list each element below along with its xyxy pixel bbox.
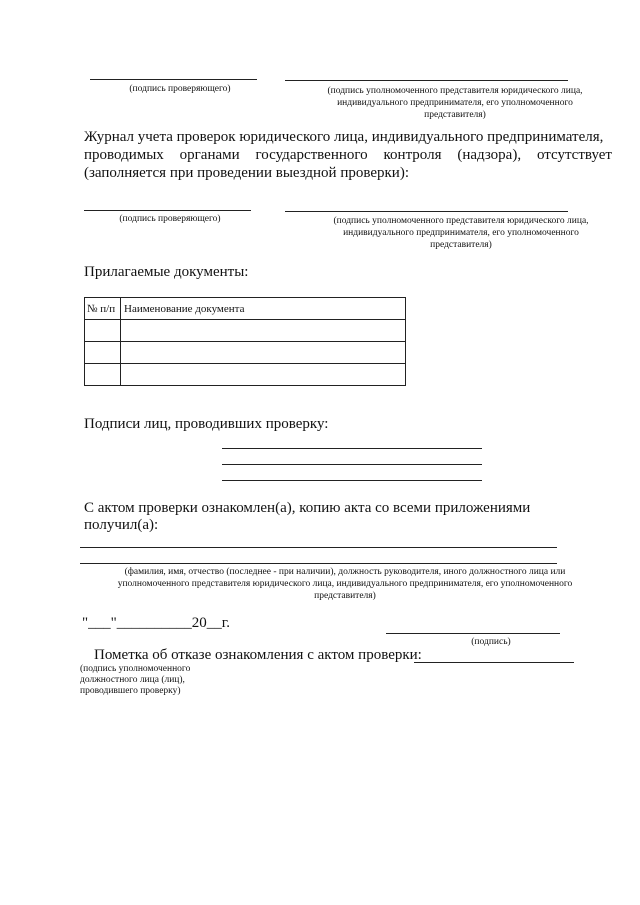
representative-caption-1-line3: представителя) [424, 110, 486, 120]
representative-caption-2-line3: представителя) [430, 240, 492, 250]
refusal-caption-line1: (подпись уполномоченного [80, 664, 191, 674]
representative-caption-1-line1: (подпись уполномоченного представителя юридического лица, [327, 86, 583, 96]
journal-paragraph [84, 128, 612, 182]
inspector-signature-line-c[interactable] [222, 480, 482, 481]
journal-word: органами [179, 147, 240, 163]
table-cell-document-name[interactable] [121, 342, 406, 364]
signature-line[interactable] [386, 633, 560, 634]
acquaintance-line-1: С актом проверки ознакомлен(а), копию акта со всеми приложениями [84, 500, 531, 516]
table-cell-document-name[interactable] [121, 320, 406, 342]
journal-word: государственного [255, 147, 368, 163]
table-row [85, 342, 406, 364]
journal-word: контроля [383, 147, 442, 163]
representative-caption-2-line2: индивидуального предпринимателя, его уполномоченного [343, 228, 579, 238]
inspector-signature-caption-2: (подпись проверяющего) [119, 214, 221, 224]
inspector-signature-line-b[interactable] [222, 464, 482, 465]
refusal-caption-line2: должностного лица (лиц), [80, 675, 185, 685]
representative-signature-line-1[interactable] [285, 80, 568, 81]
table-cell-number[interactable] [85, 364, 121, 386]
acquaintance-line-2: получил(а): [84, 517, 159, 533]
table-cell-number[interactable] [85, 342, 121, 364]
refusal-caption-line3: проводившего проверку) [80, 686, 181, 696]
attached-docs-heading: Прилагаемые документы: [84, 264, 249, 280]
column-header-number: № п/п [85, 298, 121, 320]
journal-line-1: Журнал учета проверок юридического лица, индивидуального предпринимателя, [84, 129, 604, 145]
representative-caption-1-line2: индивидуального предпринимателя, его уполномоченного [337, 98, 573, 108]
inspector-signature-caption-1: (подпись проверяющего) [129, 84, 231, 94]
refusal-caption [80, 664, 190, 697]
journal-word: (надзора), [457, 147, 522, 163]
column-header-document-name: Наименование документа [121, 298, 406, 320]
table-cell-document-name[interactable] [121, 364, 406, 386]
signature-caption: (подпись) [471, 637, 511, 647]
inspector-signature-line-1[interactable] [90, 79, 257, 80]
representative-caption-2-line1: (подпись уполномоченного представителя юридического лица, [333, 216, 589, 226]
refusal-signature-line[interactable] [414, 662, 574, 663]
acquaintance-caption-line1: (фамилия, имя, отчество (последнее - при наличии), должность руководителя, иного должностного лица или [124, 567, 566, 577]
acquaintance-name-line-1[interactable] [80, 547, 557, 548]
refusal-note-text: Пометка об отказе ознакомления с актом проверки: [94, 647, 422, 663]
table-row [85, 320, 406, 342]
table-header-row [85, 298, 406, 320]
journal-line-3: (заполняется при проведении выездной проверки): [84, 165, 409, 181]
journal-line-2 [84, 146, 612, 164]
acquaintance-caption-line3: представителя) [314, 591, 376, 601]
attached-docs-table [84, 297, 406, 386]
date-field[interactable]: "___"__________20__г. [82, 615, 230, 631]
inspector-signature-line-2[interactable] [84, 210, 251, 211]
journal-word: проводимых [84, 147, 164, 163]
acquaintance-caption-line2: уполномоченного представителя юридического лица, индивидуального предпринимателя, его уполномоченного [117, 579, 573, 589]
acquaintance-name-line-2[interactable] [80, 563, 557, 564]
table-row [85, 364, 406, 386]
representative-signature-line-2[interactable] [285, 211, 568, 212]
inspector-signature-line-a[interactable] [222, 448, 482, 449]
inspectors-signatures-heading: Подписи лиц, проводивших проверку: [84, 416, 329, 432]
table-cell-number[interactable] [85, 320, 121, 342]
journal-word: отсутствует [536, 147, 612, 163]
